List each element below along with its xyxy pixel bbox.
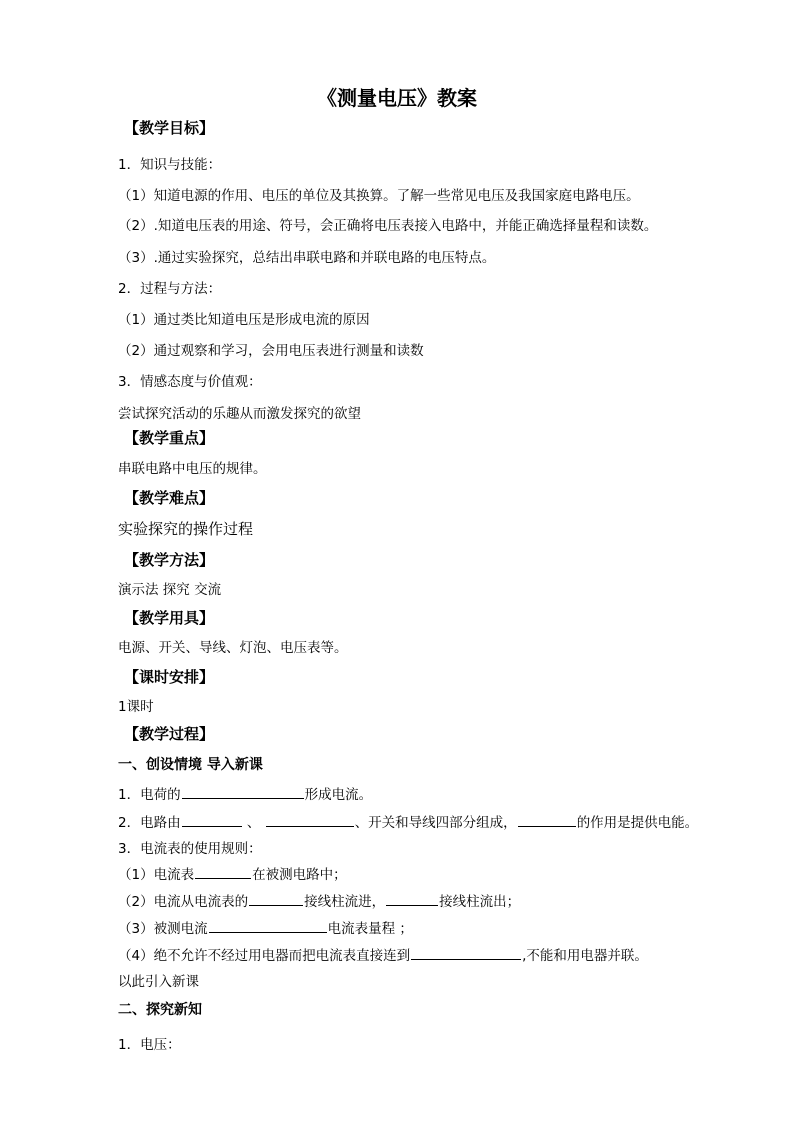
question-3: 3．电流表的使用规则： — [118, 841, 262, 857]
rule-1-text-b: 在被测电路中； — [252, 867, 347, 883]
question-3-rule-3 — [118, 918, 413, 939]
heading-schedule: 【课时安排】 — [124, 668, 215, 686]
question-2-text-c: 、开关和导线四部分组成， — [354, 815, 517, 831]
intro-text: 以此引入新课 — [118, 974, 199, 990]
heading-process: 【教学过程】 — [124, 725, 215, 743]
fill-blank — [249, 891, 303, 906]
question-2-text-d: 的作用是提供电能。 — [576, 815, 699, 831]
goal-process: 2．过程与方法： — [118, 281, 222, 297]
section-2-title: 二、探究新知 — [118, 1002, 202, 1018]
tools-text: 电源、开关、导线、灯泡、电压表等。 — [118, 640, 348, 656]
question-1-text-b: 形成电流。 — [304, 787, 373, 803]
rule-3-text-b: 电流表量程 ； — [327, 921, 413, 937]
fill-blank — [182, 812, 242, 827]
heading-method: 【教学方法】 — [124, 551, 215, 569]
goal-knowledge-2: （2）.知道电压表的用途、符号，会正确将电压表接入电路中，并能正确选择量程和读数。 — [118, 218, 658, 234]
question-3-rule-4 — [118, 945, 648, 966]
goal-knowledge-3: （3）.通过实验探究，总结出串联电路和并联电路的电压特点。 — [118, 250, 496, 266]
rule-2-text-c: 接线柱流出； — [439, 894, 521, 910]
goal-process-2: （2）通过观察和学习，会用电压表进行测量和读数 — [118, 343, 424, 359]
document-title: 《测量电压》教案 — [317, 86, 477, 110]
difficulty-text: 实验探究的操作过程 — [118, 520, 254, 538]
rule-2-text-b: 接线柱流进， — [304, 894, 386, 910]
heading-tools: 【教学用具】 — [124, 609, 215, 627]
fill-blank — [386, 891, 438, 906]
rule-3-text-a: （3）被测电流 — [118, 921, 208, 937]
question-2 — [118, 812, 698, 833]
key-point-text: 串联电路中电压的规律。 — [118, 461, 267, 477]
goal-attitude-1: 尝试探究活动的乐趣从而激发探究的欲望 — [118, 406, 361, 422]
voltage-item: 1．电压： — [118, 1037, 181, 1053]
question-3-rule-2 — [118, 891, 520, 912]
rule-4-text-b: ,不能和用电器并联。 — [522, 948, 648, 964]
fill-blank — [266, 812, 354, 827]
fill-blank — [209, 918, 327, 933]
fill-blank — [518, 812, 576, 827]
heading-difficulty: 【教学难点】 — [124, 489, 215, 507]
goal-knowledge: 1．知识与技能： — [118, 157, 222, 173]
rule-4-text-a: （4）绝不允许不经过用电器而把电流表直接连到 — [118, 948, 411, 964]
fill-blank — [411, 945, 521, 960]
rule-2-text-a: （2）电流从电流表的 — [118, 894, 249, 910]
question-1-text-a: 1．电荷的 — [118, 787, 181, 803]
question-2-text-a: 2．电路由 — [118, 815, 181, 831]
heading-key-point: 【教学重点】 — [124, 429, 215, 447]
question-2-text-b: 、 — [246, 815, 261, 831]
rule-1-text-a: （1）电流表 — [118, 867, 195, 883]
section-1-title: 一、创设情境 导入新课 — [118, 757, 263, 773]
schedule-text: 1课时 — [118, 699, 154, 715]
method-text: 演示法 探究 交流 — [118, 582, 222, 598]
question-3-rule-1 — [118, 864, 347, 885]
goal-attitude: 3．情感态度与价值观： — [118, 374, 262, 390]
goal-knowledge-1: （1）知道电源的作用、电压的单位及其换算。了解一些常见电压及我国家庭电路电压。 — [118, 188, 640, 204]
question-1 — [118, 784, 372, 805]
fill-blank — [195, 864, 251, 879]
fill-blank — [182, 784, 304, 799]
heading-teaching-goals: 【教学目标】 — [124, 119, 215, 137]
goal-process-1: （1）通过类比知道电压是形成电流的原因 — [118, 312, 370, 328]
